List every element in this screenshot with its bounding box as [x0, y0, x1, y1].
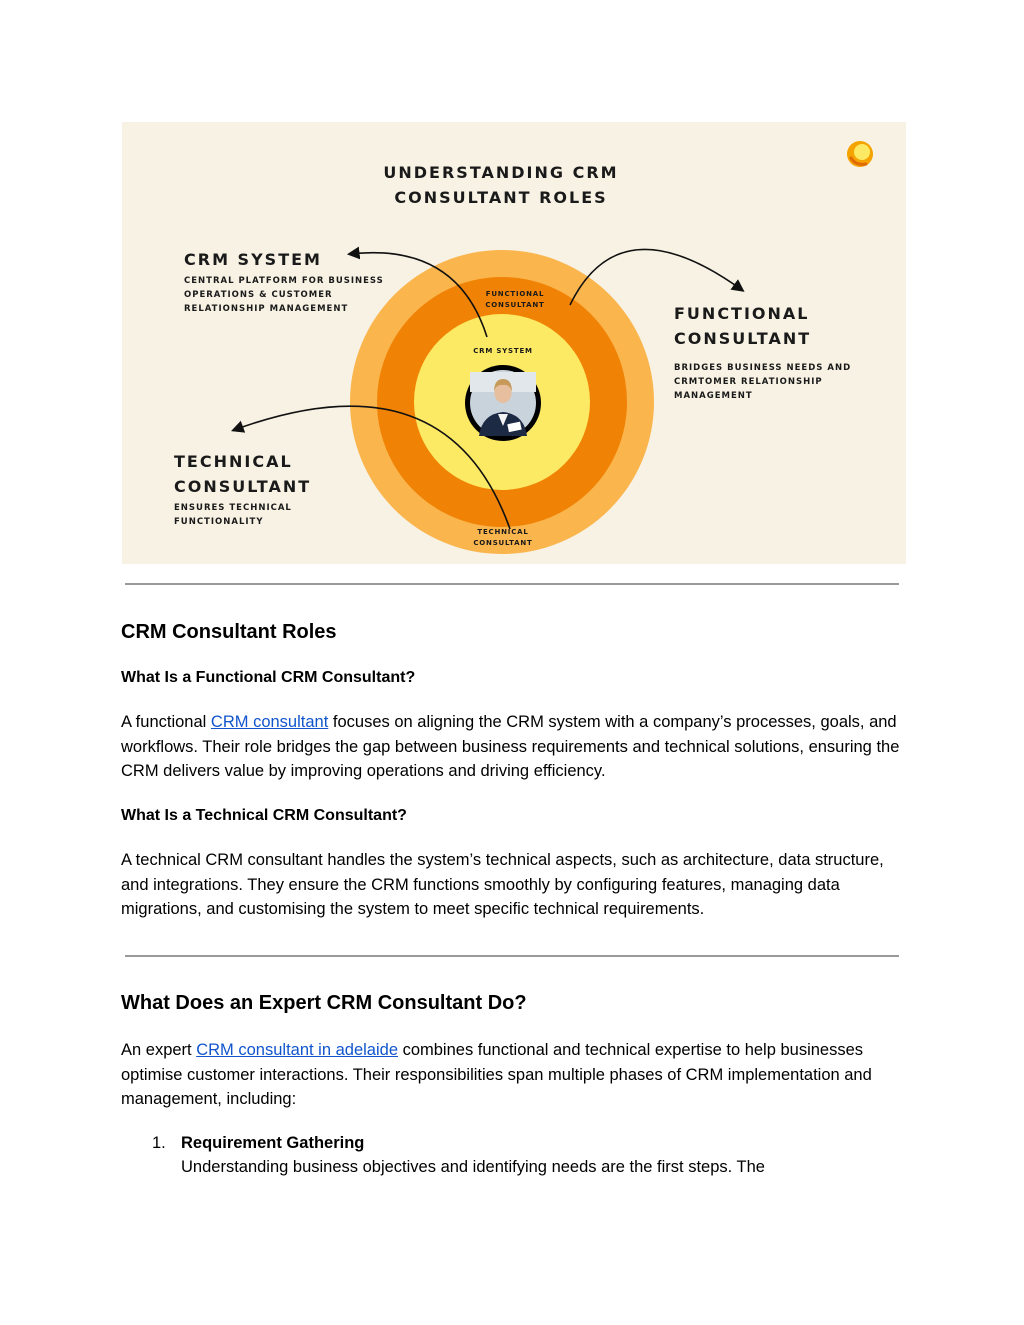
paragraph-functional [121, 710, 911, 784]
text-segment: An expert [121, 1041, 197, 1059]
crm-roles-infographic [122, 122, 906, 564]
ring-label-functional-line1: FUNCTIONAL [485, 290, 545, 298]
section-heading-expert: What Does an Expert CRM Consultant Do? [121, 992, 527, 1014]
crm-system-desc-line2: OPERATIONS & CUSTOMER [184, 290, 333, 300]
question-functional: What Is a Functional CRM Consultant? [121, 669, 416, 686]
functional-heading-line1: FUNCTIONAL [674, 304, 810, 323]
technical-desc-line1: ENSURES TECHNICAL [174, 503, 292, 513]
infographic-title-line1: UNDERSTANDING CRM [383, 163, 619, 182]
divider [125, 583, 899, 585]
ring-label-functional-line2: CONSULTANT [485, 301, 545, 309]
technical-desc-line2: FUNCTIONALITY [174, 517, 264, 527]
question-technical: What Is a Technical CRM Consultant? [121, 807, 407, 824]
crm-system-desc-line1: CENTRAL PLATFORM FOR BUSINESS [184, 276, 384, 286]
paragraph-expert [121, 1038, 911, 1112]
functional-desc-line2: CRMTOMER RELATIONSHIP [674, 377, 823, 387]
functional-desc-line3: MANAGEMENT [674, 391, 753, 401]
ring-label-crm-system: CRM SYSTEM [473, 347, 533, 355]
divider [125, 955, 899, 957]
brand-logo-icon [847, 141, 873, 167]
section-heading-roles: CRM Consultant Roles [121, 621, 337, 643]
infographic-canvas [122, 122, 906, 564]
list-item-text: Understanding business objectives and identifying needs are the first steps. The [181, 1158, 765, 1176]
technical-heading-line1: TECHNICAL [174, 452, 293, 471]
text-segment: A functional [121, 713, 211, 731]
technical-heading-line2: CONSULTANT [174, 477, 312, 496]
functional-heading-line2: CONSULTANT [674, 329, 812, 348]
crm-system-desc-line3: RELATIONSHIP MANAGEMENT [184, 304, 349, 314]
functional-desc-line1: BRIDGES BUSINESS NEEDS AND [674, 363, 852, 373]
list-number: 1. [152, 1134, 166, 1152]
crm-consultant-adelaide-link[interactable]: CRM consultant in adelaide [196, 1041, 398, 1059]
paragraph-technical: A technical CRM consultant handles the system’s technical aspects, such as architecture, data structure, and integrations. They ensure the CRM functions smoothly by configuring features, managing data migrations, and customising the system to meet specific technical requirements. [121, 851, 884, 918]
text-segment: focuses on aligning the CRM system with a company’s processes, goals, and workflows. Their role bridges the gap between business requirements and technical solutions, ensuring the CRM delivers value by improving operations and driving efficiency. [121, 713, 900, 780]
list-item-title: Requirement Gathering [181, 1134, 365, 1152]
ring-label-technical-line1: TECHNICAL [477, 528, 529, 536]
text-segment: combines functional and technical expertise to help businesses optimise customer interactions. Their responsibilities span multiple phases of CRM implementation and management, including: [121, 1041, 872, 1108]
infographic-title-line2: CONSULTANT ROLES [394, 188, 608, 207]
crm-system-heading: CRM SYSTEM [184, 250, 322, 269]
avatar [465, 365, 541, 441]
ring-label-technical-line2: CONSULTANT [473, 539, 533, 547]
crm-consultant-link[interactable]: CRM consultant [210, 713, 329, 731]
